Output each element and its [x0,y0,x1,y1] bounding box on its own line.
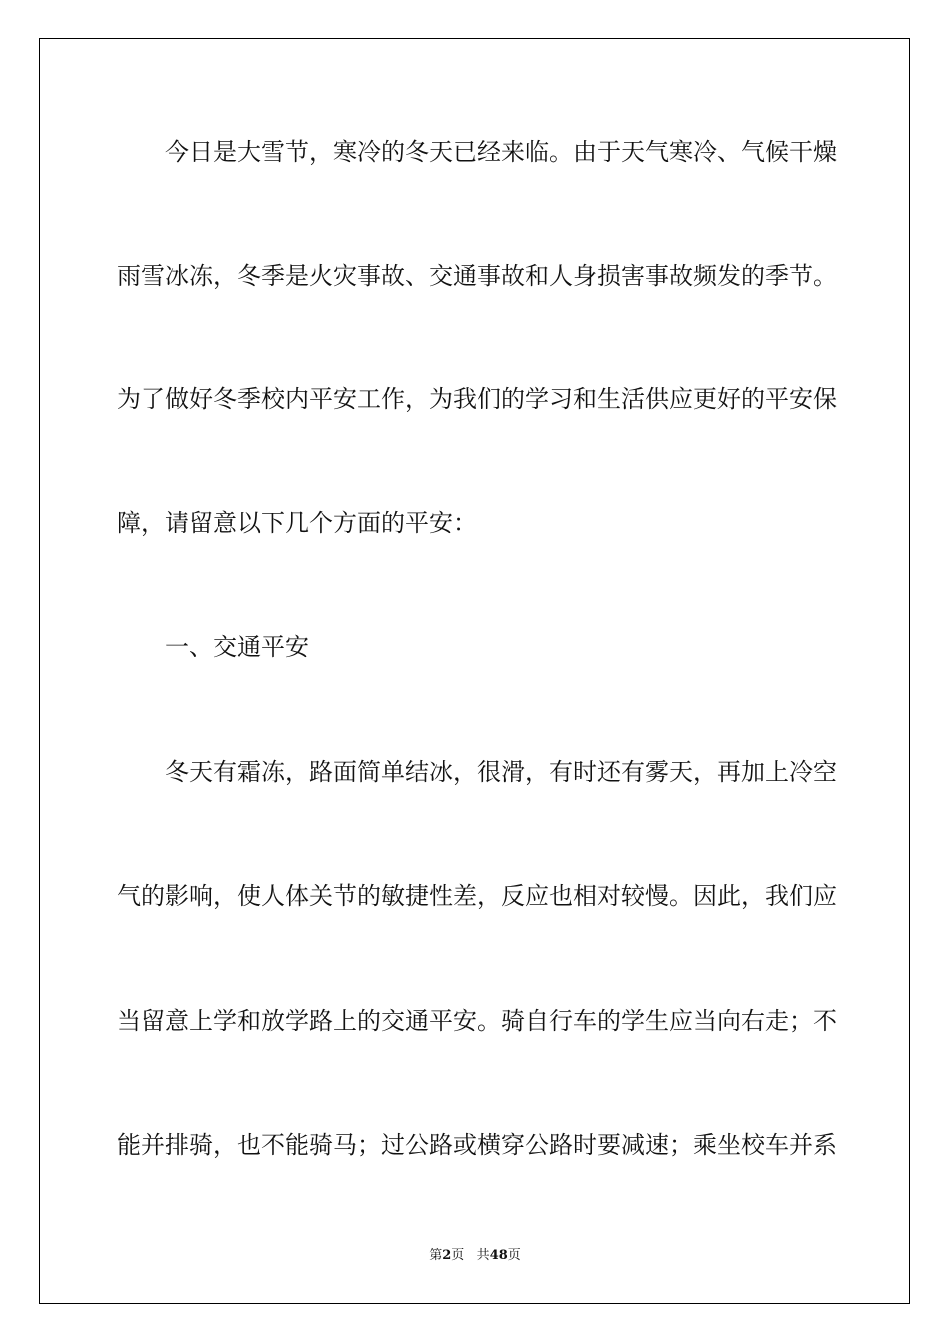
page-number: 2 [442,1248,452,1263]
page-label-prefix: 第 [429,1248,443,1263]
paragraph-line: 今日是大雪节，寒冷的冬天已经来临。由于天气寒冷、气候干燥 [165,138,837,166]
paragraph-line: 气的影响，使人体关节的敏捷性差，反应也相对较慢。因此，我们应 [117,882,837,910]
total-label-prefix: 共 [476,1248,490,1263]
total-pages: 48 [489,1248,508,1263]
page-label-suffix: 页 [451,1248,465,1263]
paragraph-line: 能并排骑，也不能骑马；过公路或横穿公路时要减速；乘坐校车并系 [117,1131,837,1159]
paragraph-line: 为了做好冬季校内平安工作，为我们的学习和生活供应更好的平安保 [117,385,837,413]
total-label-suffix: 页 [507,1248,521,1263]
page-footer [0,1247,950,1265]
paragraph-line: 障，请留意以下几个方面的平安： [117,509,477,537]
paragraph-line: 雨雪冰冻，冬季是火灾事故、交通事故和人身损害事故频发的季节。 [117,262,837,290]
section-heading: 一、交通平安 [165,633,309,661]
paragraph-line: 当留意上学和放学路上的交通平安。骑自行车的学生应当向右走；不 [117,1007,837,1035]
paragraph-line: 冬天有霜冻，路面简单结冰，很滑，有时还有雾天，再加上冷空 [165,758,837,786]
page-border [39,38,910,1304]
